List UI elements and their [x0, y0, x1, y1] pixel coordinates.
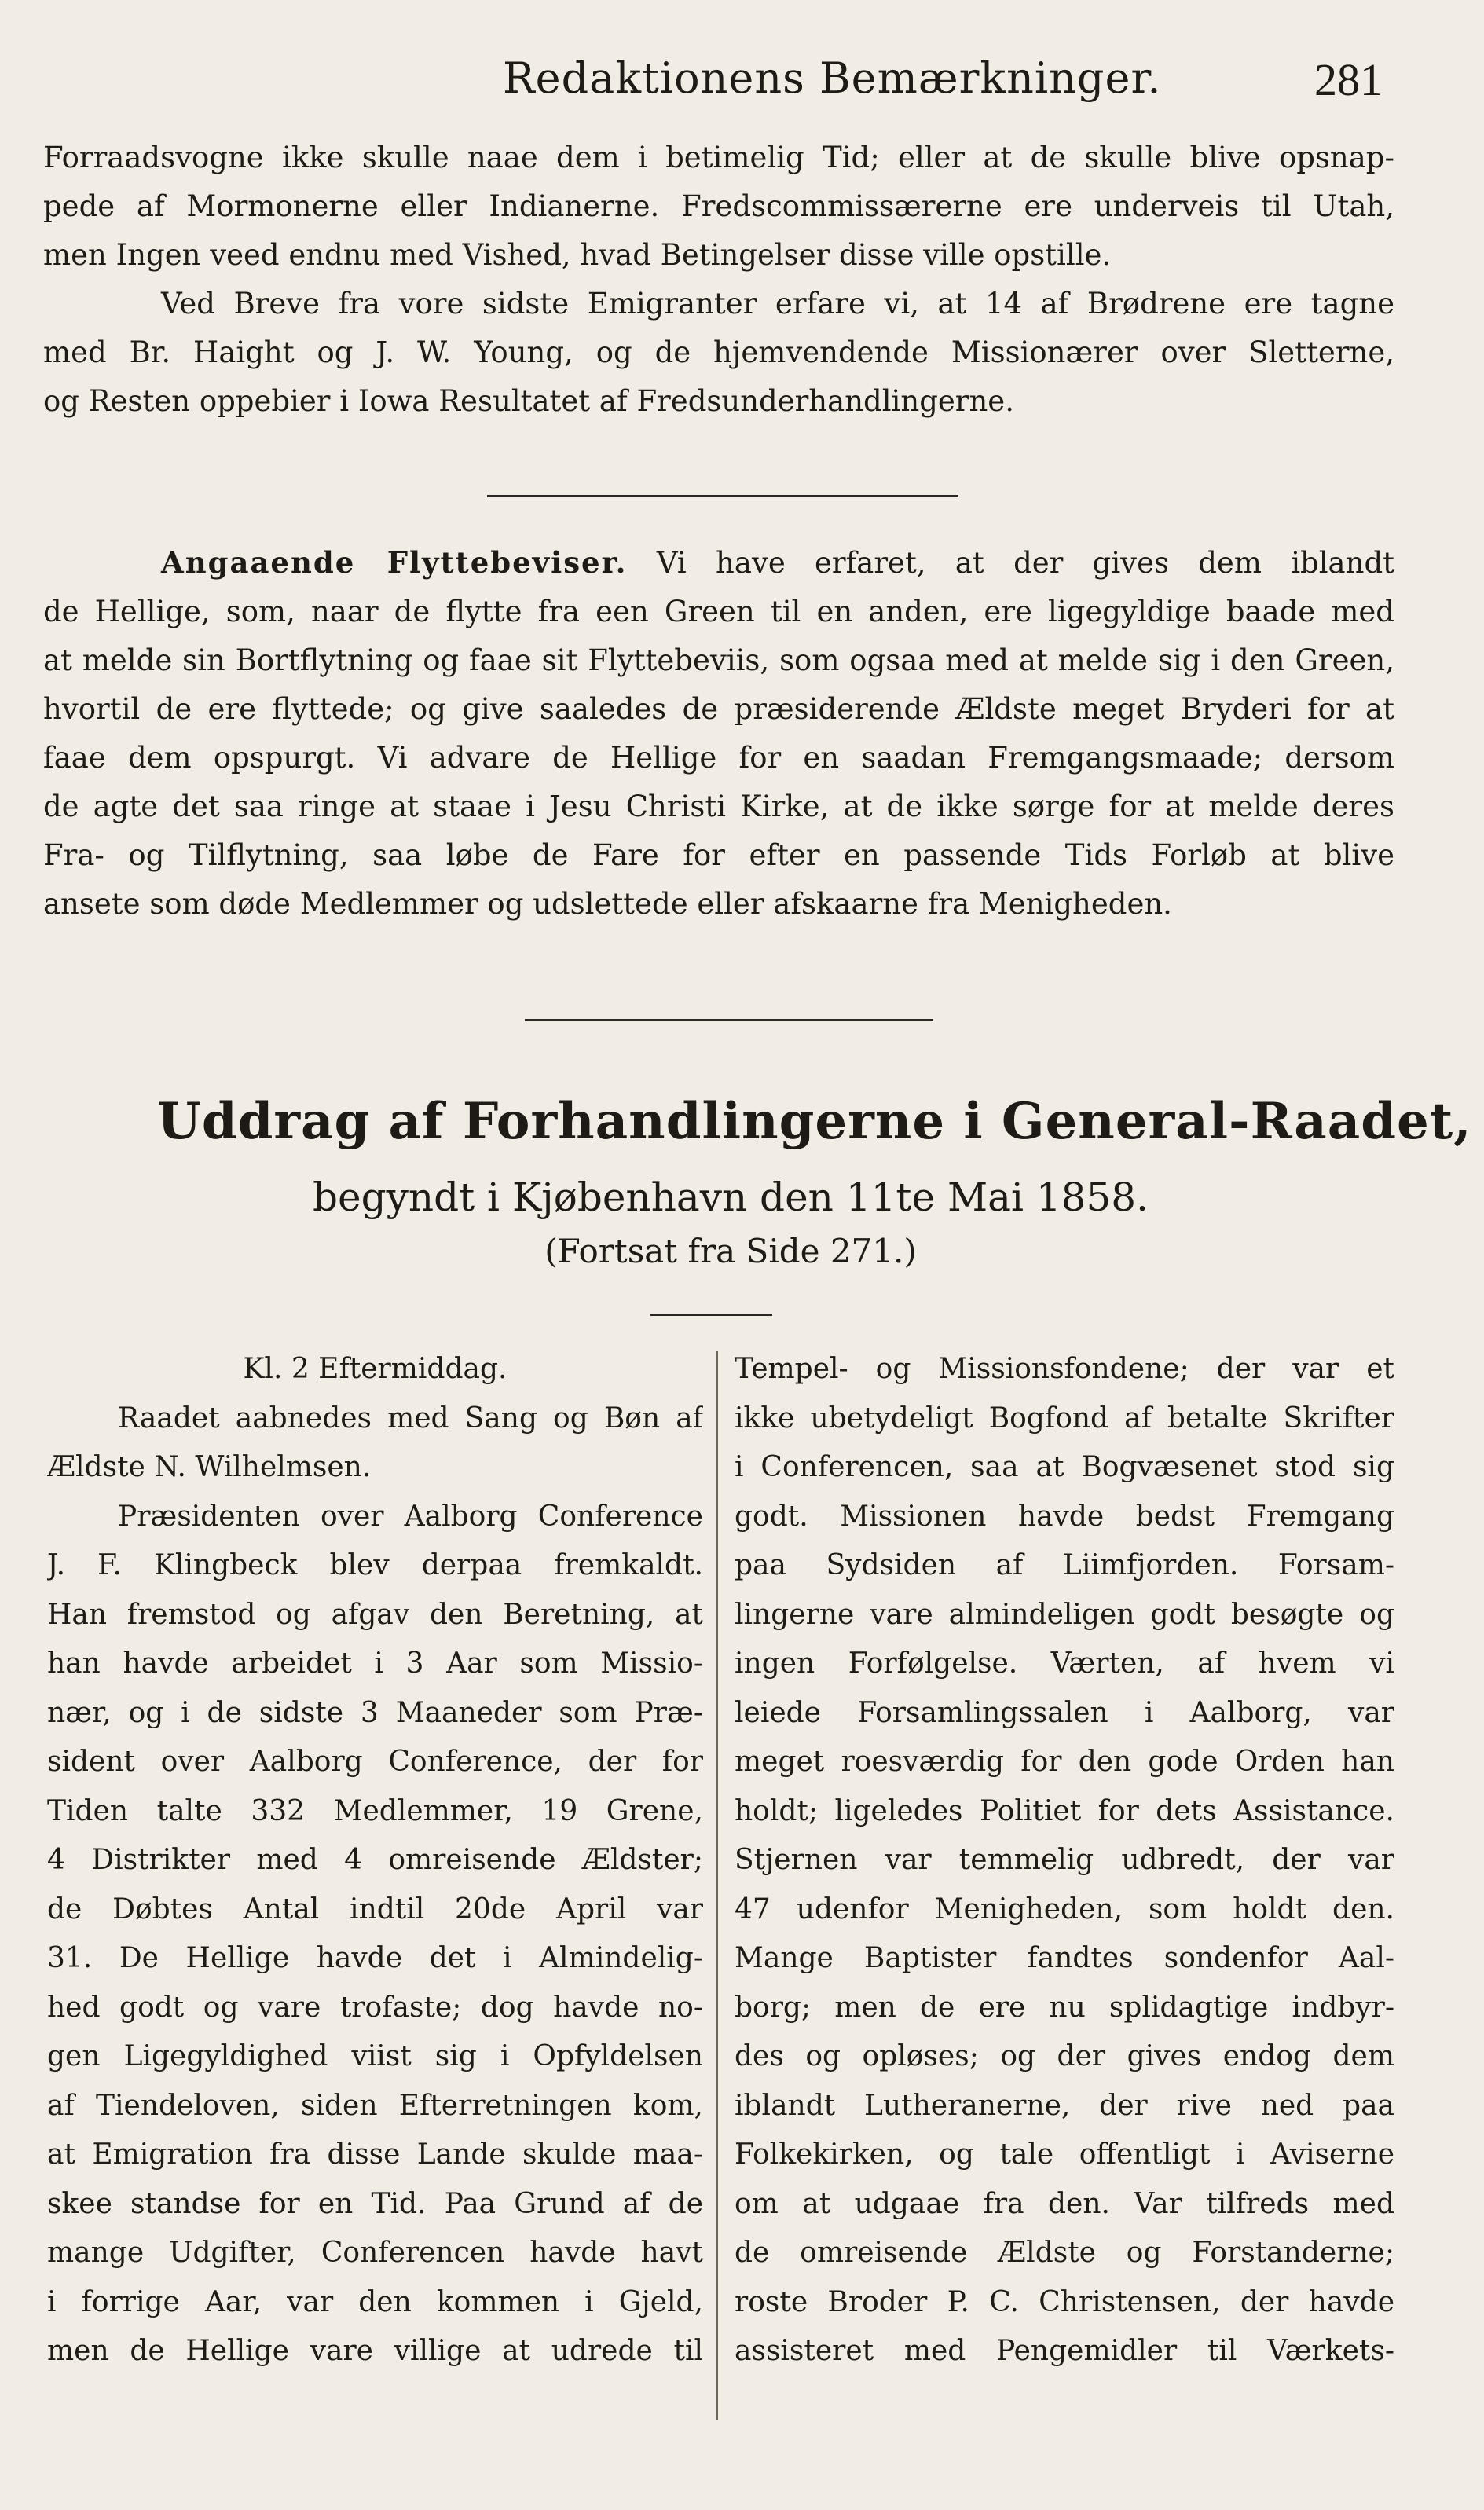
text-line: at melde sin Bortflytning og faae sit Flyttebeviis, som ogsaa med at melde sig i den Green,: [43, 643, 1394, 677]
text-line: Fra- og Tilflytning, saa løbe de Fare for efter en passende Tids Forløb at blive: [43, 838, 1394, 872]
text-line: Han fremstod og afgav den Beretning, at: [47, 1598, 703, 1631]
text-line: ikke ubetydeligt Bogfond af betalte Skrifter: [735, 1402, 1394, 1435]
text-line: 31. De Hellige havde det i Almindelig-: [47, 1942, 703, 1974]
text-line: de Døbtes Antal indtil 20de April var: [47, 1893, 703, 1926]
text-line: men Ingen veed endnu med Vished, hvad Betingelser disse ville opstille.: [43, 238, 1112, 272]
column-divider: [716, 1351, 718, 2420]
text-line: Tiden talte 332 Medlemmer, 19 Grene,: [47, 1794, 703, 1827]
text-line: hvortil de ere flyttede; og give saaledes de præsiderende Ældste meget Bryderi for at: [43, 692, 1394, 726]
text-line: ansete som døde Medlemmer og udslettede eller afskaarne fra Menigheden.: [43, 887, 1172, 921]
text-line: holdt; ligeledes Politiet for dets Assistance.: [735, 1794, 1394, 1827]
text-line: paa Sydsiden af Liimfjorden. Forsam-: [735, 1549, 1394, 1581]
text-line: assisteret med Pengemidler til Værkets-: [735, 2335, 1394, 2367]
text-line: Ældste N. Wilhelmsen.: [47, 1451, 372, 1483]
section-divider: [487, 495, 958, 497]
notice-heading: Angaaende Flyttebeviser.: [161, 545, 628, 580]
text-line: Tempel- og Missionsfondene; der var et: [735, 1353, 1394, 1385]
text-line: hed godt og vare trofaste; dog havde no-: [47, 1991, 703, 2024]
text-line: Stjernen var temmelig udbredt, der var: [735, 1844, 1394, 1876]
text-line: Folkekirken, og tale offentligt i Aviserne: [735, 2138, 1394, 2171]
section-divider: [525, 1019, 933, 1021]
left-column: [47, 1345, 703, 2376]
text-line: gen Ligegyldighed viist sig i Opfyldelsen: [47, 2040, 703, 2072]
text-line: de omreisende Ældste og Forstanderne;: [735, 2237, 1394, 2269]
text-line: Raadet aabnedes med Sang og Bøn af: [118, 1402, 703, 1435]
continued-note: (Fortsat fra Side 271.): [544, 1232, 917, 1270]
text-line: pede af Mormonerne eller Indianerne. Fredscommissærerne ere underveis til Utah,: [43, 189, 1394, 223]
text-line: i forrige Aar, var den kommen i Gjeld,: [47, 2285, 703, 2318]
text-line: godt. Missionen havde bedst Fremgang: [735, 1500, 1394, 1533]
text-line: men de Hellige vare villige at udrede til: [47, 2335, 703, 2367]
notice-paragraph: [43, 538, 1394, 929]
text-line: de agte det saa ringe at staae i Jesu Christi Kirke, at de ikke sørge for at melde deres: [43, 790, 1394, 823]
text-line: og Resten oppebier i Iowa Resultatet af Fredsunderhandlingerne.: [43, 384, 1014, 418]
short-divider: [650, 1314, 772, 1316]
notice-first-line: Vi have erfaret, at der gives dem iblandt: [656, 546, 1394, 580]
text-line: meget roesværdig for den gode Orden han: [735, 1746, 1394, 1778]
text-line: leiede Forsamlingssalen i Aalborg, var: [735, 1696, 1394, 1729]
text-line: [43, 538, 1394, 588]
text-line: Præsidenten over Aalborg Conference: [118, 1500, 703, 1533]
text-line: 47 udenfor Menigheden, som holdt den.: [735, 1893, 1394, 1926]
intro-paragraph: [43, 134, 1394, 426]
text-line: mange Udgifter, Conferencen havde havt: [47, 2237, 703, 2269]
text-line: de Hellige, som, naar de flytte fra een Green til en anden, ere ligegyldige baade med: [43, 595, 1394, 628]
text-line: iblandt Lutheranerne, der rive ned paa: [735, 2089, 1394, 2122]
text-line: ingen Forfølgelse. Værten, af hvem vi: [735, 1647, 1394, 1680]
text-line: han havde arbeidet i 3 Aar som Missio-: [47, 1647, 703, 1680]
text-line: i Conferencen, saa at Bogvæsenet stod sig: [735, 1451, 1394, 1483]
right-column: [735, 1345, 1394, 2376]
text-line: roste Broder P. C. Christensen, der havde: [735, 2285, 1394, 2318]
time-heading: Kl. 2 Eftermiddag.: [243, 1353, 507, 1385]
text-line: J. F. Klingbeck blev derpaa fremkaldt.: [47, 1549, 703, 1581]
text-line: at Emigration fra disse Lande skulde maa-: [47, 2138, 703, 2171]
running-title: Redaktionens Bemærkninger.: [503, 53, 1162, 103]
text-line: lingerne vare almindeligen godt besøgte og: [735, 1598, 1394, 1631]
article-title: Uddrag af Forhandlingerne i General-Raadet,: [157, 1092, 1472, 1151]
text-line: skee standse for en Tid. Paa Grund af de: [47, 2187, 703, 2220]
text-line: sident over Aalborg Conference, der for: [47, 1746, 703, 1778]
text-line: des og opløses; og der gives endog dem: [735, 2040, 1394, 2072]
text-line: nær, og i de sidste 3 Maaneder som Præ-: [47, 1696, 703, 1729]
text-line: Mange Baptister fandtes sondenfor Aal-: [735, 1942, 1394, 1974]
text-line: Forraadsvogne ikke skulle naae dem i betimelig Tid; eller at de skulle blive opsnap-: [43, 141, 1394, 174]
text-line: borg; men de ere nu splidagtige indbyr-: [735, 1991, 1394, 2024]
text-line: med Br. Haight og J. W. Young, og de hjemvendende Missionærer over Sletterne,: [43, 335, 1394, 369]
page-header: [47, 46, 1383, 116]
text-line: af Tiendeloven, siden Efterretningen kom,: [47, 2089, 703, 2122]
text-line: om at udgaae fra den. Var tilfreds med: [735, 2187, 1394, 2220]
page-number: 281: [1314, 54, 1383, 105]
text-line: faae dem opspurgt. Vi advare de Hellige for en saadan Fremgangsmaade; dersom: [43, 741, 1394, 775]
text-line: Ved Breve fra vore sidste Emigranter erfare vi, at 14 af Brødrene ere tagne: [161, 287, 1394, 321]
text-line: 4 Distrikter med 4 omreisende Ældster;: [47, 1844, 703, 1876]
article-subtitle: begyndt i Kjøbenhavn den 11te Mai 1858.: [313, 1174, 1149, 1220]
